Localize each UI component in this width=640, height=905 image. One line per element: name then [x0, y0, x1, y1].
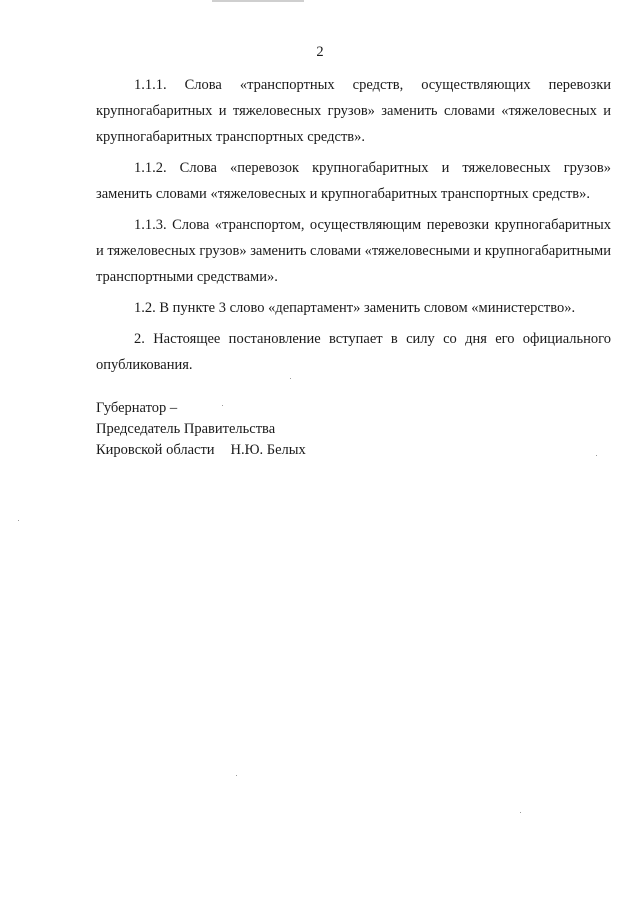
scan-speck [18, 520, 19, 521]
paragraph-1-1-1: 1.1.1. Слова «транспортных средств, осуществляющих перевозки крупногабаритных и тяжеловесных грузов» заменить словами «тяжеловесных и крупногабаритных транспортных средств». [96, 77, 611, 145]
paragraph-1-2: 1.2. В пункте 3 слово «департамент» заменить словом «министерство». [134, 300, 576, 316]
scan-speck [222, 405, 223, 406]
paragraph-1-1-2: 1.1.2. Слова «перевозок крупногабаритных и тяжеловесных грузов» заменить словами «тяжеловесных и крупногабаритных транспортных средств». [96, 160, 611, 202]
document-body [96, 72, 611, 383]
paragraph-2: 2. Настоящее постановление вступает в силу со дня его официального опубликования. [96, 331, 611, 373]
signature-title-line-1: Губернатор – [96, 400, 178, 416]
signature-title-line-2: Председатель Правительства [96, 421, 276, 437]
signature-block [96, 398, 416, 461]
signatory-name: Н.Ю. Белых [230, 442, 306, 458]
scan-edge-mark [212, 0, 304, 2]
signature-region: Кировской области [96, 442, 215, 458]
paragraph-1-1-3: 1.1.3. Слова «транспортом, осуществляющим перевозки крупногабаритных и тяжеловесных грузов» заменить словами «тяжеловесными и крупногабаритными транспортными средствами». [96, 217, 611, 285]
signature-title-line-3 [96, 440, 416, 461]
scan-speck [236, 775, 237, 776]
scan-speck [520, 812, 521, 813]
page-number: 2 [316, 44, 324, 60]
scan-speck [290, 378, 291, 379]
scan-speck [596, 455, 597, 456]
